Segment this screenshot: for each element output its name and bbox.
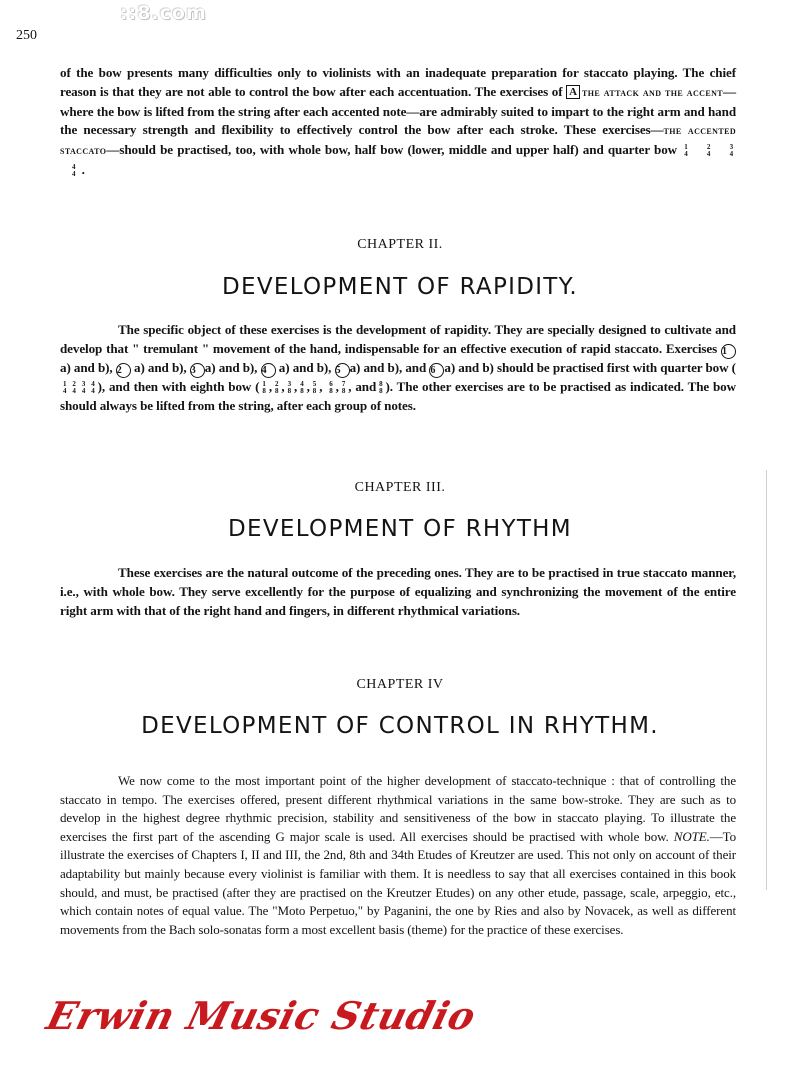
note-label: NOTE.: [673, 828, 710, 844]
fraction-eighth: 1 8: [262, 379, 266, 395]
ch2-text: a) and b), and: [349, 359, 427, 375]
fraction-quarter: 4 4: [91, 379, 95, 395]
studio-signature: Erwin Music Studio: [42, 993, 481, 1038]
circled-number: 5: [335, 363, 350, 378]
chapter-3-label: CHAPTER III.: [354, 480, 446, 495]
chapter-4-paragraph: [60, 772, 736, 939]
watermark-text: ::8.com: [120, 2, 207, 24]
ch2-and: and: [355, 378, 377, 394]
fraction-bow: 3 4: [729, 143, 733, 159]
fraction-eighth: 3 8: [287, 379, 292, 395]
fraction-eighth: 5 8: [312, 379, 317, 395]
circled-number: 4: [261, 363, 276, 378]
chapter-4-title: DEVELOPMENT OF CONTROL IN RHYTHM.: [141, 713, 659, 739]
chapter-3-paragraph: [60, 564, 736, 620]
circled-number: 6: [429, 363, 444, 378]
chapter-2-label: CHAPTER II.: [357, 237, 443, 252]
fraction-quarter: 1 4: [63, 379, 67, 395]
intro-text-3: —should be practised, too, with whole bow, half bow (lower, middle and upper half) and quarter bow: [106, 142, 678, 158]
ch2-text: a) and b),: [60, 359, 113, 375]
intro-paragraph: [60, 64, 736, 180]
chapter-3-title: DEVELOPMENT OF RHYTHM: [228, 516, 572, 542]
fraction-eighth: 6 8: [329, 379, 333, 395]
intro-text-1: of the bow presents many difficulties only to violinists with an inadequate preparation for staccato playing. The chief reason is that they are not able to control the bow after each accentuation. The exercises of: [60, 65, 736, 99]
page-number: 250: [16, 28, 37, 43]
intro-period: .: [81, 161, 85, 177]
fraction-bow: 4 4: [72, 162, 76, 178]
ch4-text-2: —To illustrate the exercises of Chapters I, II and III, the 2nd, 8th and 34th Etudes of Kreutzer are used. This not only on account of their adaptability but mainly because every violinist is familiar with them. It is needless to say that all exercises contained in this book should, and must, be practised (after they are practised on the Kreutzer Etudes) on any other etude, passage, scale, arpeggio, etc., which contain notes of equal value. The "Moto Perpetuo," by Paganini, the one by Ries and also by Novacek, as well as different movements from the Bach solo-sonatas form a most excellent basis (theme) for the practice of these exercises.: [60, 828, 736, 937]
ch2-text: ), and then with eighth bow (: [97, 378, 260, 394]
fraction-eighth: 7 8: [341, 379, 346, 395]
chapter-2-paragraph: The specific object of these exercises is the development of rapidity. They are specially designed to cultivate and develop that " tremulant " movement of the hand, indispensable for an effective execution of rapid staccato. Exercises 1 a) and b), 2 a) and b), 3 a) and b), 4 a) and b), 5 a) and b), and 6 a) and b) should be practised first with quarter bow ( 1 4 2 4 3 4 4 4 ), and then with eighth bow ( 1 8 , 2 8 , 3 8 , 4 8 , 5 8 , 6 8 , 7 8 , and 8 8 ). The other exercises are to be practised as indicated. The bow should always be lifted from the string, after each group of notes.: [60, 322, 736, 413]
ch2-text: a) and b),: [278, 359, 332, 375]
intro-text-2: —where the bow is lifted from the string after each accented note—are admirably suited to impart to the right arm and hand the necessary strength and flexibility to effectively control the bow after each stroke. These exercises—: [60, 83, 736, 138]
chapter-4-label: CHAPTER IV: [356, 677, 444, 692]
ch2-text: a) and b),: [134, 359, 187, 375]
fraction-bow: 1 4: [684, 143, 688, 159]
fraction-eighth: 8 8: [379, 379, 383, 395]
fraction-eighth: 2 8: [275, 379, 279, 395]
ch2-text: ). The other exercises are to be practised as indicated. The bow should always be lifted from the string, after each group of notes.: [60, 378, 736, 413]
fraction-bow: 2 4: [706, 143, 711, 159]
circled-number: 3: [190, 363, 205, 378]
accented-staccato-smallcaps: the accented staccato: [60, 125, 736, 158]
chapter-2-title: DEVELOPMENT OF RAPIDITY.: [222, 274, 578, 300]
ch2-text: a) and b) should be practised first with quarter bow (: [444, 359, 736, 375]
ch2-text-1: The specific object of these exercises is the development of rapidity. They are specially designed to cultivate and develop that " tremulant " movement of the hand, indispensable for an effective execution of rapid staccato. Exercises: [60, 322, 736, 356]
circled-number: 1: [721, 344, 736, 359]
ch3-text: These exercises are the natural outcome of the preceding ones. They are to be practised in true staccato manner, i.e., with whole bow. They serve excellently for the purpose of equalizing and synchronizing the movement of the entire right arm with that of the right hand and fingers, in different rhythmical variations.: [60, 565, 736, 618]
ch2-text: a) and b),: [204, 359, 258, 375]
attack-accent-smallcaps: the attack and the accent: [582, 86, 723, 99]
fraction-quarter: 2 4: [72, 379, 76, 395]
circled-number: 2: [116, 363, 131, 378]
fraction-quarter: 3 4: [81, 379, 86, 395]
scan-edge-line: [766, 470, 767, 890]
boxed-letter: A: [566, 85, 580, 99]
ch4-text-1: We now come to the most important point of the higher development of staccato-technique : that of controlling the staccato in tempo. The exercises offered, present different rhythmical variations in the same bow-stroke. They are such as to develop in the highest degree rhythmic precision, stability and sensitiveness of the bow in staccato playing. To illustrate the exercises the first part of the ascending G major scale is used. All exercises should be practised with whole bow.: [60, 773, 736, 844]
fraction-eighth: 4 8: [300, 379, 304, 395]
